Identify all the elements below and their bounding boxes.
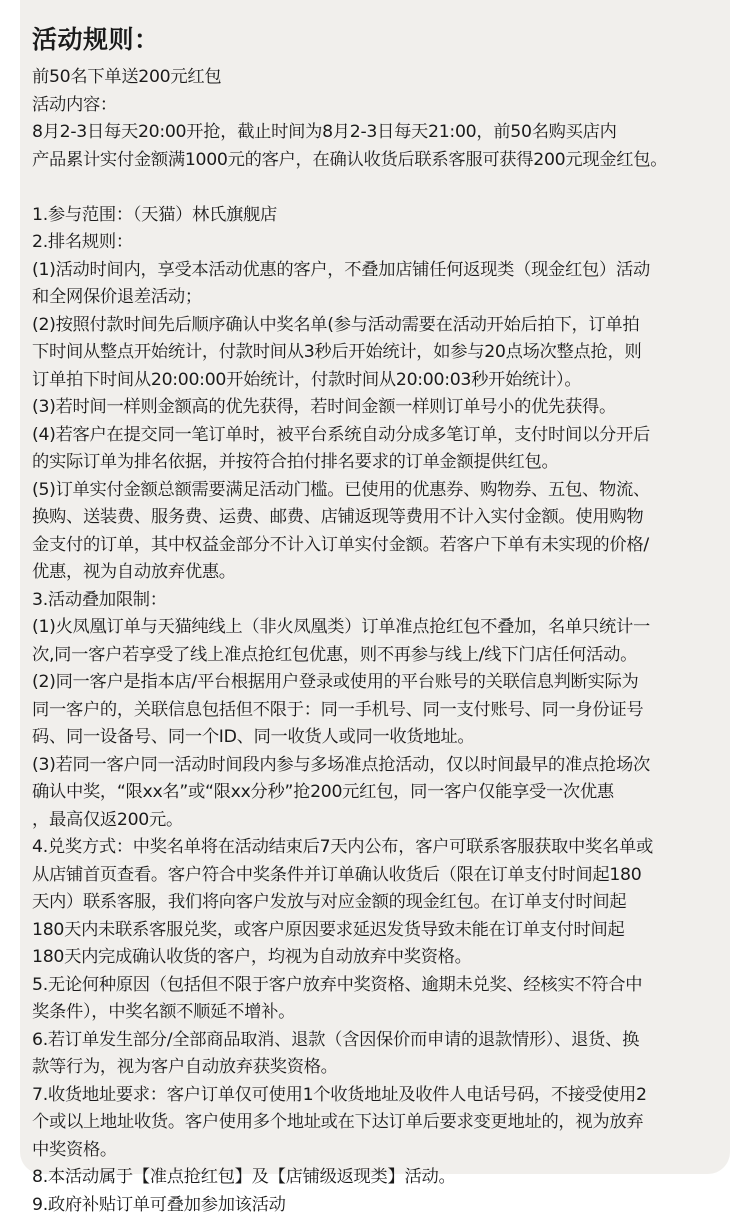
rule-line: 5.无论何种原因（包括但不限于客户放弃中奖资格、逾期未兑奖、经核实不符合中 [32, 972, 718, 1000]
rule-line: 个或以上地址收货。客户使用多个地址或在下达订单后要求变更地址的，视为放弃 [32, 1109, 718, 1137]
rule-line: 同一客户的，关联信息包括但不限于：同一手机号、同一支付账号、同一身份证号 [32, 697, 718, 725]
rule-line: (2)按照付款时间先后顺序确认中奖名单(参与活动需要在活动开始后拍下，订单拍 [32, 312, 718, 340]
rule-line: 180天内未联系客服兑奖，或客户原因要求延迟发货导致未能在订单支付时间起 [32, 917, 718, 945]
rule-line: 的实际订单为排名依据，并按符合拍付排名要求的订单金额提供红包。 [32, 449, 718, 477]
rule-line: (5)订单实付金额总额需要满足活动门槛。已使用的优惠券、购物券、五包、物流、 [32, 477, 718, 505]
rules-card [20, 0, 730, 1174]
blank-line [32, 174, 718, 202]
rule-line: 款等行为，视为客户自动放弃获奖资格。 [32, 1054, 718, 1082]
rule-line: (1)火凤凰订单与天猫纯线上（非火凤凰类）订单准点抢红包不叠加，名单只统计一 [32, 614, 718, 642]
rule-line: 金支付的订单，其中权益金部分不计入订单实付金额。若客户下单有未实现的价格/ [32, 532, 718, 560]
rule-line: 1.参与范围：（天猫）林氏旗舰店 [32, 202, 718, 230]
rule-line: 码、同一设备号、同一个ID、同一收货人或同一收货地址。 [32, 724, 718, 752]
rule-line: (1)活动时间内，享受本活动优惠的客户，不叠加店铺任何返现类（现金红包）活动 [32, 257, 718, 285]
rule-line: 3.活动叠加限制： [32, 587, 718, 615]
rule-line: 订单拍下时间从20:00:00开始统计，付款时间从20:00:03秒开始统计）。 [32, 367, 718, 395]
rule-line: 确认中奖，“限xx名”或“限xx分秒”抢200元红包，同一客户仅能享受一次优惠 [32, 779, 718, 807]
rule-line: 奖条件），中奖名额不顺延不增补。 [32, 999, 718, 1027]
rule-line: 下时间从整点开始统计，付款时间从3秒后开始统计，如参与20点场次整点抢，则 [32, 339, 718, 367]
rule-line: 2.排名规则： [32, 229, 718, 257]
rule-line: 6.若订单发生部分/全部商品取消、退款（含因保价而申请的退款情形）、退货、换 [32, 1027, 718, 1055]
rule-line: 9.政府补贴订单可叠加参加该活动 [32, 1192, 718, 1219]
rule-line: (2)同一客户是指本店/平台根据用户登录或使用的平台账号的关联信息判断实际为 [32, 669, 718, 697]
rule-line: 和全网保价退差活动； [32, 284, 718, 312]
rule-line: 从店铺首页查看。客户符合中奖条件并订单确认收货后（限在订单支付时间起180 [32, 862, 718, 890]
rule-line: (4)若客户在提交同一笔订单时，被平台系统自动分成多笔订单，支付时间以分开后 [32, 422, 718, 450]
rule-line: 中奖资格。 [32, 1137, 718, 1165]
rule-line: 8月2-3日每天20:00开抢，截止时间为8月2-3日每天21:00，前50名购买店内 [32, 119, 718, 147]
rule-line: 产品累计实付金额满1000元的客户，在确认收货后联系客服可获得200元现金红包。 [32, 147, 718, 175]
rule-line: 换购、送装费、服务费、运费、邮费、店铺返现等费用不计入实付金额。使用购物 [32, 504, 718, 532]
rule-line: 8.本活动属于【准点抢红包】及【店铺级返现类】活动。 [32, 1164, 718, 1192]
rule-line: 180天内完成确认收货的客户，均视为自动放弃中奖资格。 [32, 944, 718, 972]
rule-line: 7.收货地址要求：客户订单仅可使用1个收货地址及收件人电话号码，不接受使用2 [32, 1082, 718, 1110]
rule-line: 活动内容： [32, 92, 718, 120]
rule-line: ，最高仅返200元。 [32, 807, 718, 835]
rules-body [32, 64, 718, 1219]
rules-title: 活动规则： [32, 22, 718, 58]
rule-line: 4.兑奖方式：中奖名单将在活动结束后7天内公布，客户可联系客服获取中奖名单或 [32, 834, 718, 862]
rule-line: (3)若同一客户同一活动时间段内参与多场准点抢活动，仅以时间最早的准点抢场次 [32, 752, 718, 780]
rule-line: 次,同一客户若享受了线上准点抢红包优惠，则不再参与线上/线下门店任何活动。 [32, 642, 718, 670]
rule-line: 前50名下单送200元红包 [32, 64, 718, 92]
rule-line: 天内）联系客服，我们将向客户发放与对应金额的现金红包。在订单支付时间起 [32, 889, 718, 917]
rule-line: (3)若时间一样则金额高的优先获得，若时间金额一样则订单号小的优先获得。 [32, 394, 718, 422]
rule-line: 优惠，视为自动放弃优惠。 [32, 559, 718, 587]
